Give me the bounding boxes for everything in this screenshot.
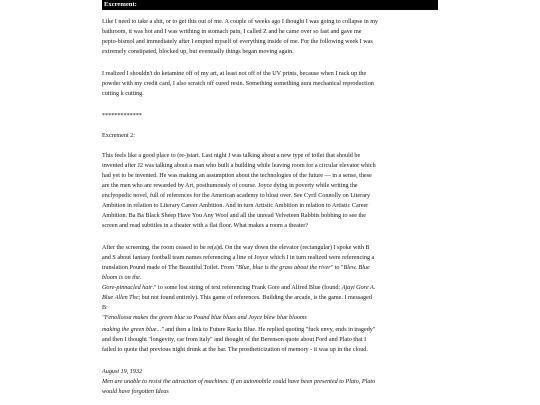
text-segment: extremely constipated, blocked up, but eventually things began moving again. bbox=[102, 49, 294, 55]
text-segment: bathroom, it was hot and I was writhing in stomach pain, I called Z and he came over so fast and gave me bbox=[102, 29, 362, 35]
text-line bbox=[102, 264, 370, 272]
italic-text: August 19, 1932 bbox=[102, 369, 143, 375]
italic-text: making the green blue..." bbox=[102, 327, 164, 333]
text-segment: had yet to be invented. He was making an assumption about the technologies of the future — in a sense, these bbox=[102, 173, 372, 179]
text-line bbox=[102, 304, 108, 312]
text-line bbox=[102, 182, 358, 190]
text-segment: enclyopedic novel, full of references for the American academy to bloat over. See Cyril Connolly on Literary bbox=[102, 193, 371, 199]
text-segment: ; but not found entirely). This game of references. Building the arcade, is the game. I messaged bbox=[138, 295, 372, 301]
text-segment: and then a link to Future Racks Blue. He replied quoting "fuck envy, ends in tragedy" bbox=[163, 327, 376, 333]
section-heading-bar bbox=[102, 0, 438, 10]
text-segment: ************* bbox=[102, 113, 142, 119]
text-line bbox=[102, 346, 368, 354]
text-segment: to " bbox=[333, 265, 344, 271]
italic-text: Ajayi Gore A. bbox=[341, 285, 376, 291]
text-segment: pepto-bismol and immediately after I empted myself of everything inside of me. For the following week I was bbox=[102, 39, 373, 45]
text-line bbox=[102, 388, 169, 396]
text-segment: Excrement 2: bbox=[102, 133, 135, 139]
text-segment: screen and read subtitles in a theater with a flat floor. What makes a room a theater? bbox=[102, 223, 309, 229]
text-line bbox=[102, 336, 366, 344]
text-line bbox=[102, 28, 362, 36]
italic-text: "Fenollossa makes the green blue so Pound blue blues and Joyce blew blue blooms bbox=[102, 315, 307, 321]
text-segment: and then I thought "longevity, car from italy" and thought of the Berenson quote about Ford and Plato that I bbox=[102, 337, 367, 343]
text-line bbox=[102, 90, 144, 98]
text-segment: invented after J2 was talking about a man who built a building while leaving room for a circular elevator which bbox=[102, 163, 376, 169]
text-line bbox=[102, 244, 370, 252]
text-line bbox=[102, 254, 374, 262]
italic-text: Blue Allen Thc bbox=[102, 295, 139, 301]
text-line bbox=[102, 112, 142, 120]
text-segment: and S about fantasy football team names referencing a line of Joyce which I in turn realized were referencing a bbox=[102, 255, 375, 261]
text-line bbox=[102, 222, 308, 230]
text-line bbox=[102, 368, 142, 376]
text-segment: translation Pound made of The Beautiful Toilet. From bbox=[102, 265, 236, 271]
text-line bbox=[102, 212, 366, 220]
text-line bbox=[102, 162, 376, 170]
italic-text: Men are unable to resist the attraction of machines. If an automobile could have been presented to Plato, Plato bbox=[102, 379, 376, 385]
text-segment: failed to quote that previous night drunk at the bar. The prostheticization of memory - it was up in the cloud. bbox=[102, 347, 368, 353]
text-line bbox=[102, 378, 375, 386]
text-segment: ." to some lost string of text referencing Frank Gore and Alfred Blue (found: bbox=[152, 285, 342, 291]
section-heading: Excrement: bbox=[104, 1, 137, 8]
text-segment: Like I need to take a shit, or to get this out of me. A couple of weeks ago I thought I was going to collapse in my bbox=[102, 19, 379, 25]
text-segment: Ambition. Ba Ba Black Sheep Have You Any Wool and all the unread Velveteen Rabbits bobbing to see the bbox=[102, 213, 366, 219]
italic-text: Blew. Blue bbox=[343, 265, 370, 271]
text-line bbox=[102, 192, 370, 200]
text-line bbox=[102, 80, 374, 88]
text-segment: cutting k cutting. bbox=[102, 91, 144, 97]
text-segment: This feels like a good place to (re-)start. Last night J was talking about a new type of toilet that should be bbox=[102, 153, 361, 159]
text-line bbox=[102, 314, 307, 322]
text-segment: are the men who are rewarded by Art, posthumously of course. Joyce dying in poverty while writing the bbox=[102, 183, 358, 189]
text-line bbox=[102, 70, 366, 78]
text-line bbox=[102, 294, 372, 302]
text-line bbox=[102, 172, 372, 180]
text-segment: B: bbox=[102, 305, 108, 311]
text-segment: powder with my credit card, I also scratch off cured resin. Something something aura mechanical reproduction bbox=[102, 81, 374, 87]
text-line bbox=[102, 132, 135, 140]
italic-text: bloom is on the. bbox=[102, 275, 142, 281]
italic-text: "Blue, blue is the grass about the river" bbox=[235, 265, 334, 271]
text-segment: After the screening, the room ceased to be re(a)d. On the way down the elevator (rectangular) I spoke with B bbox=[102, 245, 370, 251]
text-line bbox=[102, 284, 375, 292]
text-line bbox=[102, 202, 368, 210]
text-line bbox=[102, 274, 141, 282]
text-segment: Ambition in relation to Literary Career Ambition. And in turn Artistic Ambition in relation to Artistic Career bbox=[102, 203, 369, 209]
italic-text: would have forgotten Ideas bbox=[102, 389, 169, 395]
italic-text: Gore-pinnacled hair bbox=[102, 285, 153, 291]
text-segment: I realized I shouldn't do ketamine off of my art, at least not off of the UV prints, because when I rack up the bbox=[102, 71, 367, 77]
text-line bbox=[102, 38, 373, 46]
text-line bbox=[102, 152, 360, 160]
text-line bbox=[102, 18, 378, 26]
text-line bbox=[102, 326, 375, 334]
text-line bbox=[102, 48, 294, 56]
